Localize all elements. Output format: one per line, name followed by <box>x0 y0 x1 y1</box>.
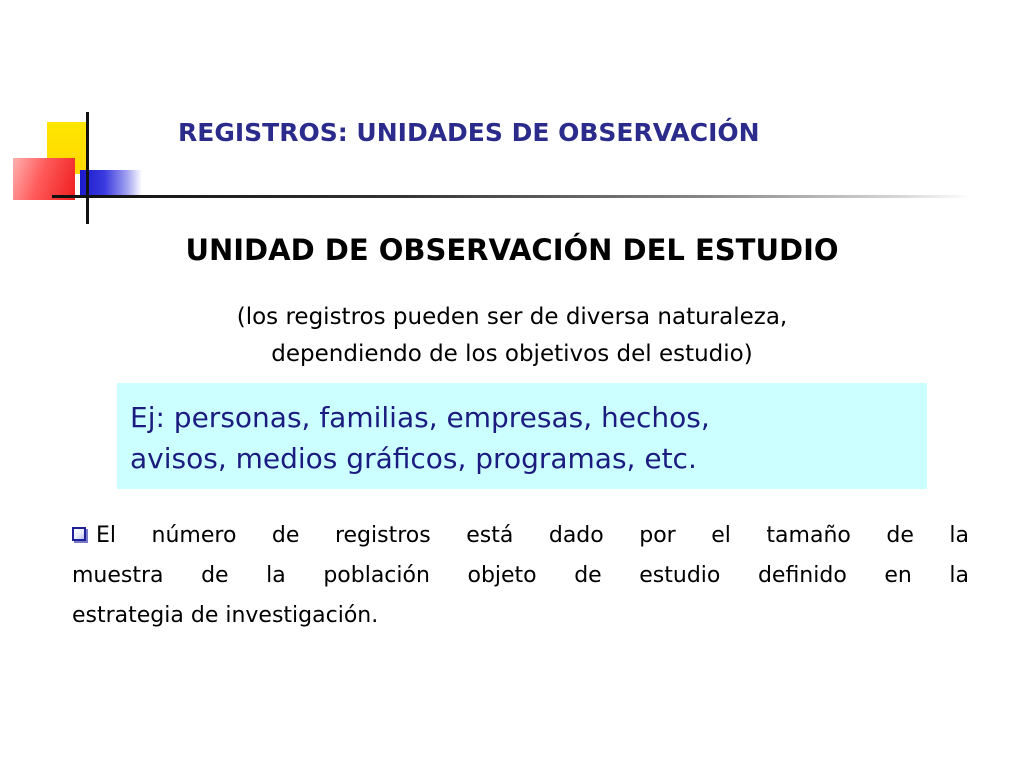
bullet-text: El número de registros está dado por el tamaño de la <box>96 523 969 548</box>
square-bullet-icon <box>72 527 86 541</box>
slide-title: REGISTROS: UNIDADES DE OBSERVACIÓN <box>178 118 760 147</box>
bullet-line: muestra de la población objeto de estudio definido en la <box>72 563 969 588</box>
bullet-line <box>72 516 969 556</box>
example-line: avisos, medios gráficos, programas, etc. <box>130 442 697 475</box>
example-box <box>117 383 927 489</box>
bullet-paragraph <box>72 516 969 636</box>
title-underline <box>92 195 972 198</box>
bullet-line: estrategia de investigación. <box>72 603 379 628</box>
example-line: Ej: personas, familias, empresas, hechos, <box>130 401 710 434</box>
decorative-squares-graphic <box>0 100 150 230</box>
subtitle <box>0 299 1024 373</box>
horizontal-line <box>52 195 92 198</box>
subtitle-line: (los registros pueden ser de diversa naturaleza, <box>236 304 788 330</box>
blue-square <box>80 170 142 198</box>
vertical-line <box>86 112 89 224</box>
subtitle-line: dependiendo de los objetivos del estudio) <box>271 341 753 367</box>
section-heading: UNIDAD DE OBSERVACIÓN DEL ESTUDIO <box>185 233 839 267</box>
red-square <box>13 158 75 200</box>
